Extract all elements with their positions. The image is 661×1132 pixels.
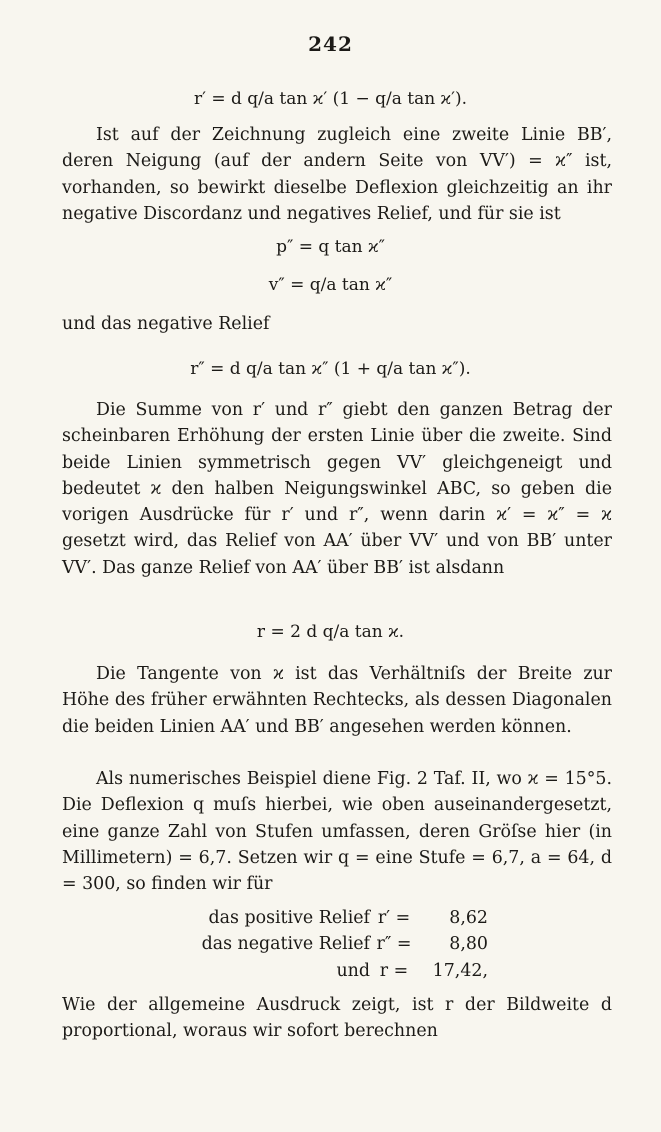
result-row: und r = 17,42, — [336, 960, 488, 981]
equation-p-double-prime: p″ = q tan ϰ″ — [276, 237, 385, 257]
paragraph-sum: Die Summe von r′ und r″ giebt den ganzen Betrag der scheinbaren Erhöhung der ersten Linie über die zweite. Sind beide Linien symmetrisch gegen VV′ gleichgeneigt und bedeutet ϰ den halben Neigungswinkel ABC, so geben die vorigen Ausdrücke für r′ und r″, wenn darin ϰ′ = ϰ″ = ϰ gesetzt wird, das Relief von AA′ über VV′ und von BB′ unter VV′. Das ganze Relief von AA′ über BB′ ist alsdann — [62, 400, 612, 578]
paragraph-tangent: Die Tangente von ϰ ist das Verhältniſs der Breite zur Höhe des früher erwähnten Rechtecks, als dessen Diagonalen die beiden Linien AA′ und BB′ angesehen werden können. — [62, 664, 612, 737]
paragraph-second-line: Ist auf der Zeichnung zugleich eine zweite Linie BB′, deren Neigung (auf der andern Seite von VV′) = ϰ″ ist, vorhanden, so bewirkt dieselbe Deflexion gleichzeitig an ihr negative Discordanz und negatives Relief, und für sie ist — [62, 125, 612, 224]
paragraph-negative-relief: und das negative Relief — [62, 314, 270, 334]
result-row: das negative Relief r″ = 8,80 — [201, 934, 488, 955]
paragraph-proportional: Wie der allgemeine Ausdruck zeigt, ist r der Bildweite d proportional, woraus wir sofort berechnen — [62, 995, 612, 1042]
equation-v-double-prime: v″ = q/a tan ϰ″ — [268, 275, 393, 295]
equation-r-total: r = 2 d q/a tan ϰ. — [256, 622, 405, 642]
equation-r-double-prime: r″ = d q/a tan ϰ″ (1 + q/a tan ϰ″). — [190, 359, 471, 379]
equation-r-prime: r′ = d q/a tan ϰ′ (1 − q/a tan ϰ′). — [193, 89, 468, 109]
results-list — [190, 905, 490, 984]
result-row: das positive Relief r′ = 8,62 — [208, 908, 488, 928]
page-number: 242 — [308, 32, 353, 56]
paragraph-numerical-example: Als numerisches Beispiel diene Fig. 2 Taf. II, wo ϰ = 15°5. Die Deflexion q muſs hierbei, wie oben auseinandergesetzt, eine ganze Zahl von Stufen umfassen, deren Gröſse hier (in Millimetern) = 6,7. Setzen wir q = eine Stufe = 6,7, a = 64, d = 300, so finden wir für — [62, 769, 612, 895]
